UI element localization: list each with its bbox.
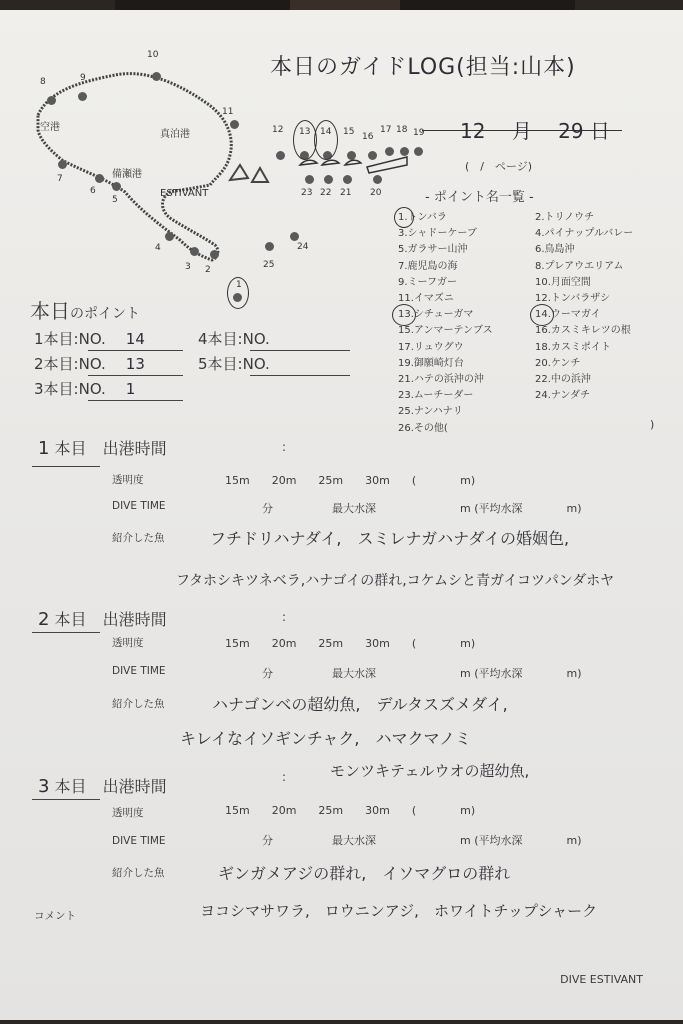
point-item: 23.ムーチーダー [398,390,474,402]
point-item: 4.パイナップルバレー [535,228,634,240]
map-num-16: 16 [362,132,374,142]
dive-label: 4本目:NO. [198,330,270,348]
point-item: 18.カスミポイト [535,341,611,353]
point-list-title: - ポイント名一覧 - [425,190,534,205]
map-point-24 [290,232,299,241]
map-num-24: 24 [297,242,309,252]
max-depth-label: 最大水深 [332,667,376,680]
comment-text: ヨコシマサワラ, ロウニンアジ, ホワイトチップシャーク [200,902,598,920]
map-num-11: 11 [222,107,234,117]
dive-3-underline [88,400,183,401]
point-item: 22.中の浜沖 [535,374,591,386]
dive-value: 13 [125,355,145,373]
max-depth-label: 最大水深 [332,502,376,515]
point-item: 26.その他( [398,422,448,434]
date-month: 12 [460,119,486,143]
minute-unit: 分 [262,667,273,680]
today-title-main: 本日 [30,299,70,323]
minute-unit: 分 [262,502,273,515]
fish-line: フチドリハナダイ, スミレナガハナダイの婚姻色, [210,529,570,548]
max-depth-label: 最大水深 [332,834,376,847]
map-point-7 [58,160,67,169]
visibility-label: 透明度 [112,637,144,649]
section-number: 1 [38,438,50,459]
fish-label: 紹介した魚 [112,867,165,879]
point-item: 13.シチューガマ [398,309,474,321]
visibility-values: 15m 20m 25m 30m ( m) [225,474,476,487]
map-point-6 [95,174,104,183]
point-item: 19.御願崎灯台 [398,357,464,369]
map-point-25 [265,242,274,251]
map-num-13: 13 [299,127,311,137]
point-1-circle [394,207,414,228]
today-dive-2 [34,353,145,374]
dive-value: 14 [125,330,145,348]
point-item: 6.鳥島沖 [535,244,575,256]
map-num-25: 25 [263,260,275,270]
section-1-underline [32,466,100,467]
map-point-9 [78,92,87,101]
small-island [230,165,248,180]
map-num-10: 10 [147,50,159,60]
map-num-17: 17 [380,125,392,135]
dive-section-3-title [38,774,167,797]
point-item: 9.ミーフガー [398,276,457,288]
point-item: 24.ナンダチ [535,390,591,402]
point-item: 14.ウーマガイ [535,309,601,321]
map-point-5 [112,182,121,191]
minute-unit: 分 [262,834,273,847]
dive-4-underline [250,350,350,351]
map-point-12 [276,151,285,160]
date [460,115,610,144]
map-num-3: 3 [185,262,191,272]
section-number: 2 [38,609,50,630]
map-num-7: 7 [57,174,63,184]
dive-2-underline [88,375,183,376]
map-label-port3: 備瀬港 [112,169,142,180]
map-num-6: 6 [90,186,96,196]
depart-colon: : [282,610,287,624]
dive-time-label: DIVE TIME [112,500,166,512]
map-label-port2: 真泊港 [160,129,190,140]
visibility-values: 15m 20m 25m 30m ( m) [225,804,476,817]
today-title-suffix: のポイント [70,306,140,322]
date-month-unit: 月 [511,119,532,143]
fish-line: フタホシキツネベラ,ハナゴイの群れ,コケムシと青ガイコツパンダホヤ [176,573,615,589]
map-point-20 [373,175,382,184]
depart-label: 出港時間 [102,777,167,796]
date-day-unit: 日 [589,119,610,143]
dive-label: 1本目:NO. [34,330,106,348]
point-item: 1.トンバラ [398,212,447,223]
dive-section-2-title [38,607,167,630]
dive-1-underline [88,350,183,351]
page-format: ( / ページ) [465,160,533,173]
point-14-circle [530,304,554,326]
map-point-23 [305,175,314,184]
point-item: 11.イマズニ [398,293,454,305]
point-list-close-paren: ) [650,418,655,431]
depart-colon: : [282,770,287,784]
avg-depth-label: m (平均水深 m) [460,667,582,680]
point-item: 8.プレアウエリアム [535,260,624,272]
map-num-2: 2 [205,265,211,275]
fish-label: 紹介した魚 [112,698,165,710]
today-dive-4 [198,328,270,349]
map-point-2 [210,250,219,259]
map-point-21 [343,175,352,184]
map-point-11 [230,120,239,129]
map-num-1: 1 [236,280,242,290]
point-item: 10.月面空間 [535,276,591,288]
section-2-underline [32,632,100,633]
map-num-21: 21 [340,188,352,198]
map-num-12: 12 [272,125,284,135]
avg-depth-label: m (平均水深 m) [460,502,582,515]
fish-line: ハナゴンベの超幼魚, デルタスズメダイ, [212,695,508,714]
point-item: 5.ガラサー山沖 [398,244,468,256]
map-point-4 [165,232,174,241]
depart-colon: : [282,440,287,454]
comment-label: コメント [34,910,76,922]
map-label-shop: ESTIVANT [160,188,209,199]
map-num-4: 4 [155,243,161,253]
point-item: 20.ケンチ [535,357,581,369]
point-13-circle [392,304,416,326]
visibility-label: 透明度 [112,474,144,486]
visibility-values: 15m 20m 25m 30m ( m) [225,637,476,650]
map-label-port1: 空港 [40,122,60,133]
dive-label: 3本目:NO. [34,380,106,398]
map-point-1-circle [227,277,249,309]
dive-label: 2本目:NO. [34,355,106,373]
dive-section-1-title [38,436,167,459]
map-num-18: 18 [396,125,408,135]
today-dive-3 [34,378,135,399]
dive-log-sheet [0,10,683,1020]
dive-label: 5本目:NO. [198,355,270,373]
fish-label: 紹介した魚 [112,532,165,544]
depart-label: 出港時間 [102,610,167,629]
map-num-9: 9 [80,73,86,83]
section-unit: 本目 [54,439,87,458]
today-dive-5 [198,353,270,374]
map-point-22 [324,175,333,184]
island-map [20,60,270,280]
map-point-10 [152,72,161,81]
today-points-title [30,295,140,324]
map-point-3 [190,247,199,256]
point-item: 7.鹿児島の海 [398,260,458,272]
shop-footer: DIVE ESTIVANT [560,973,643,986]
fish-line: ギンガメアジの群れ, イソマグロの群れ [218,864,511,883]
map-num-14: 14 [320,127,332,137]
dive-time-label: DIVE TIME [112,835,166,847]
point-item: 16.カスミキレツの根 [535,325,631,337]
visibility-label: 透明度 [112,807,144,819]
section-number: 3 [38,776,50,797]
fish-line: モンツキテェルウオの超幼魚, [330,762,530,780]
point-item: 21.ハテの浜沖の沖 [398,374,484,386]
today-dive-1 [34,328,145,349]
point-item: 25.ナンハナリ [398,406,463,418]
map-num-8: 8 [40,77,46,87]
map-num-23: 23 [301,188,313,198]
map-num-19: 19 [413,128,425,138]
dive-value: 1 [125,380,136,398]
fish-line: キレイなイソギンチャク, ハマクマノミ [180,729,472,748]
depart-label: 出港時間 [102,439,167,458]
avg-depth-label: m (平均水深 m) [460,834,582,847]
dive-time-label: DIVE TIME [112,665,166,677]
map-num-5: 5 [112,195,118,205]
section-unit: 本目 [54,777,87,796]
dive-5-underline [250,375,350,376]
point-list-left [398,210,493,437]
map-point-8 [47,96,56,105]
small-island-2 [252,168,268,182]
point-item: 17.リュウグウ [398,341,464,353]
point-item: 3.シャドーケーブ [398,228,477,240]
map-num-20: 20 [370,188,382,198]
date-day: 29 [558,119,584,143]
map-num-22: 22 [320,188,332,198]
section-3-underline [32,799,100,800]
point-item: 12.トンバラザシ [535,293,611,305]
point-item: 2.トリノウチ [535,212,595,223]
reef-shapes [295,145,430,175]
section-unit: 本目 [54,610,87,629]
point-item: 15.アンマーテンブス [398,325,493,337]
page-title: 本日のガイドLOG(担当:山本) [270,55,576,80]
map-num-15: 15 [343,127,355,137]
